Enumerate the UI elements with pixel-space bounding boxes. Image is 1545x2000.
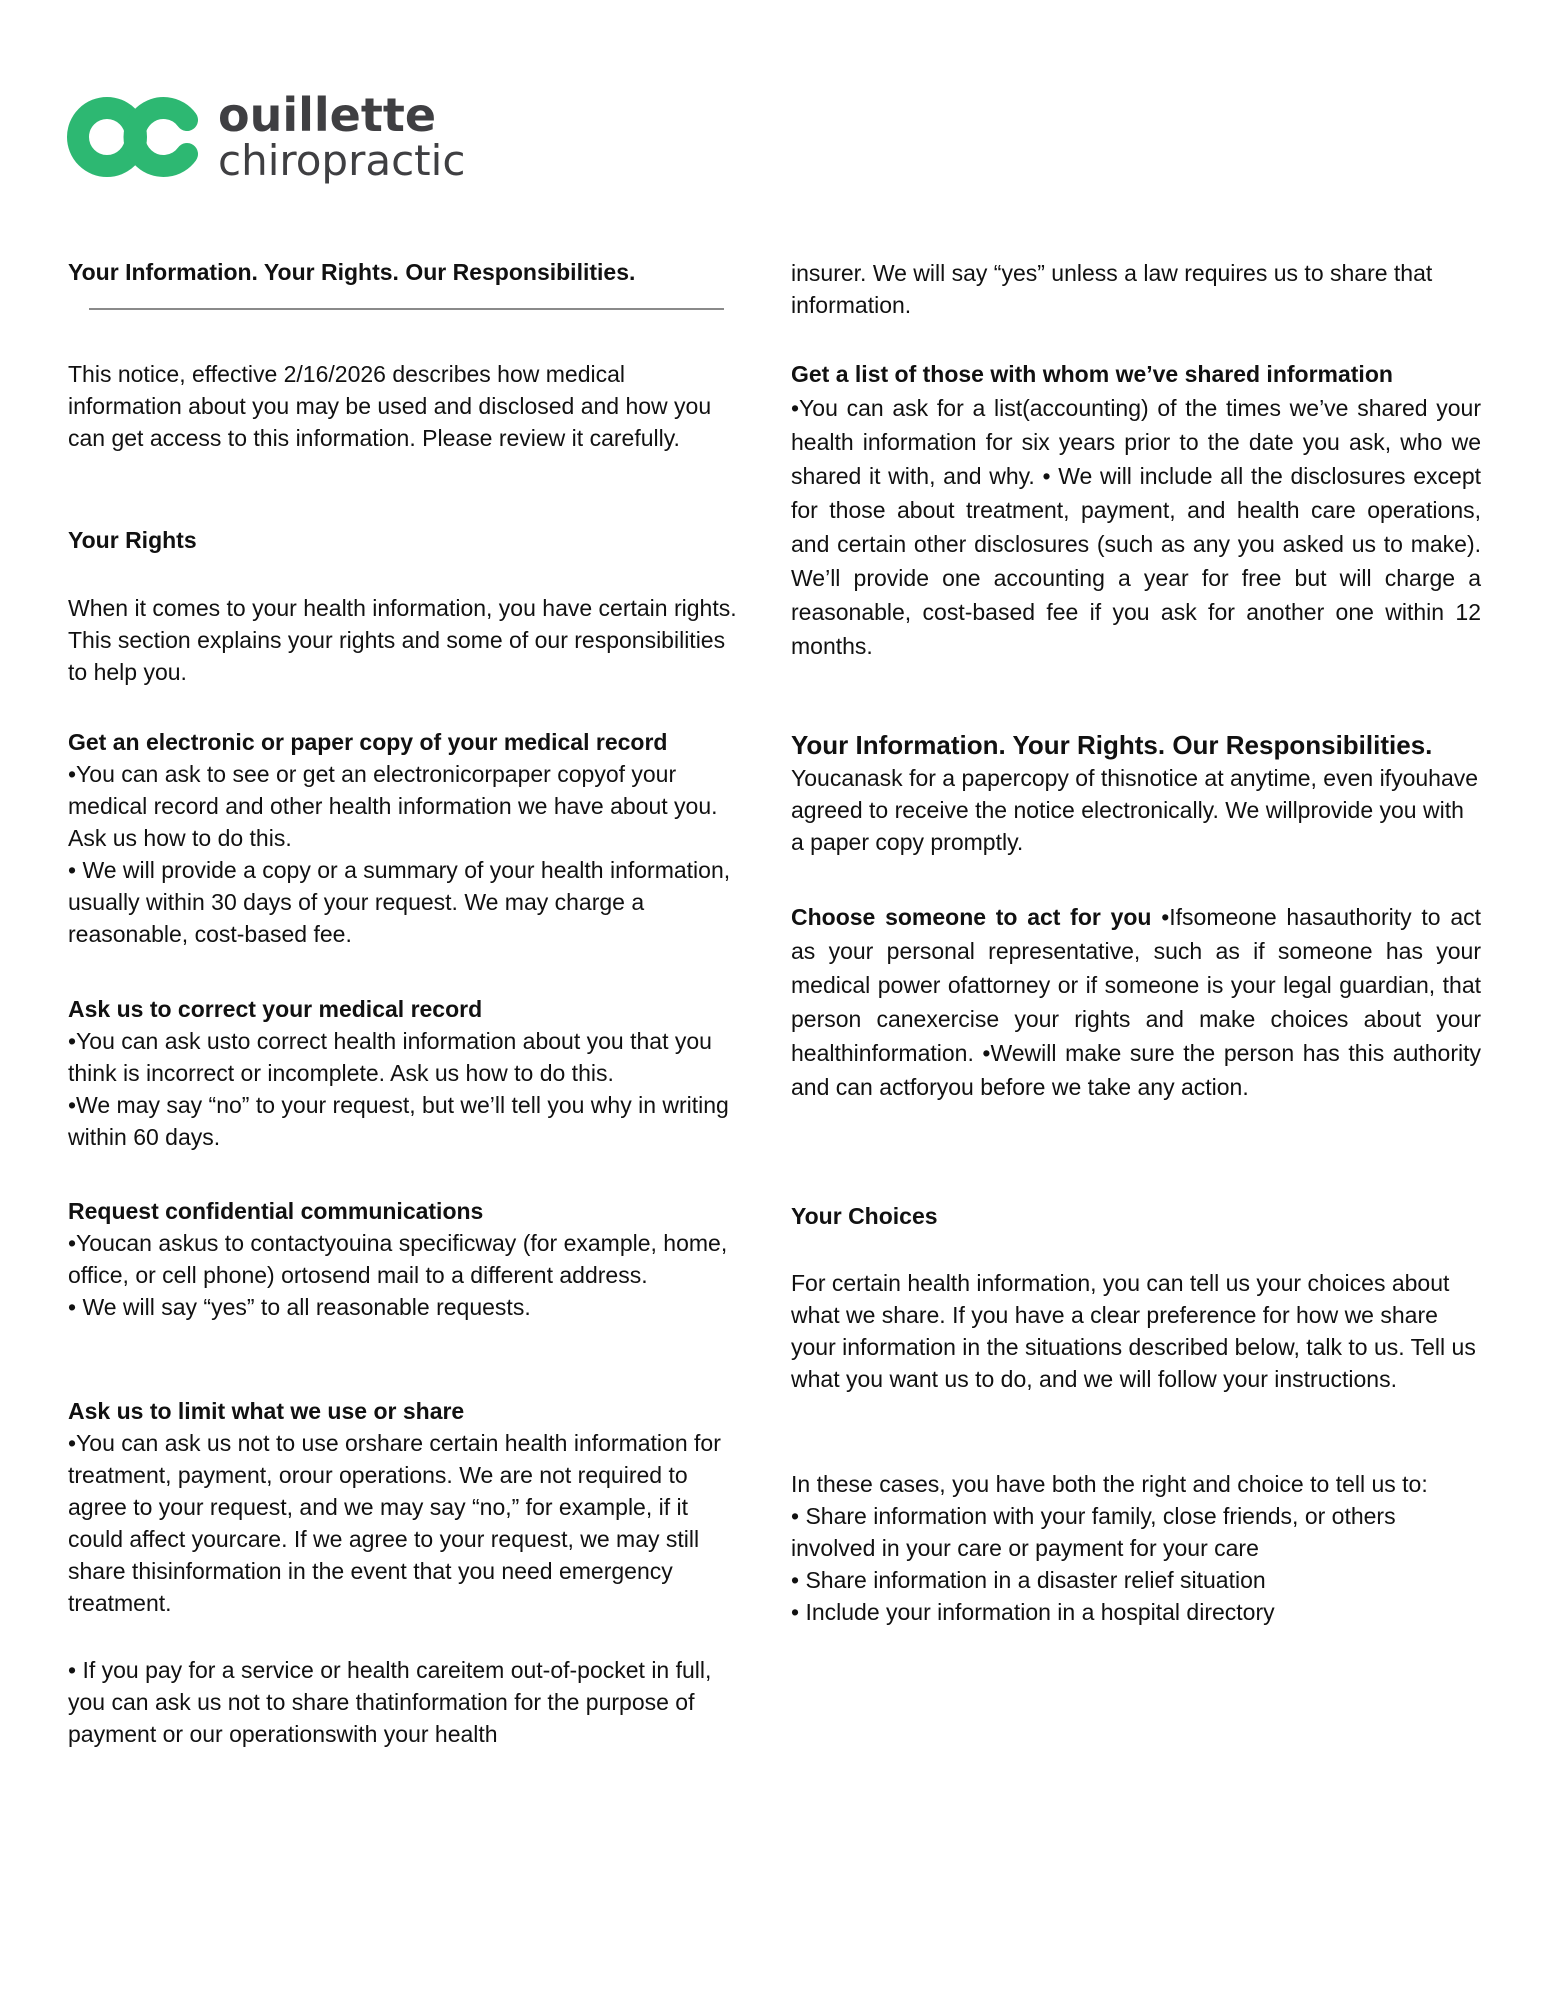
confidential-section: [68, 1195, 738, 1323]
paper-copy-paragraph: Youcanask for a papercopy of thisnotice at anytime, even ifyouhave agreed to receive the notice electronically. We willprovide you with a paper copy promptly.: [791, 765, 1479, 855]
choose-paragraph: •Ifsomeone hasauthority to act as your personal representative, such as if someone has your medical power ofattorney or if someone is your legal guardian, that person canexercise your rights and make choices about your healthinformation. •Wewill make sure the person has this authority and can actforyou before we take any action.: [791, 904, 1482, 1100]
copy-bullet-1: •You can ask to see or get an electronicorpaper copyof your medical record and other health information we have about you. Ask us how to do this.: [68, 761, 718, 851]
choose-section: [791, 900, 1481, 1104]
choices-paragraph: For certain health information, you can tell us your choices about what we share. If you have a clear preference for how we share your information in the situations described below, talk to us. Tell us what you want us to do, and we will follow your instructions.: [791, 1270, 1476, 1392]
list-item: • Share information with your family, close friends, or others involved in your care or payment for your care: [791, 1503, 1396, 1561]
list-section: [791, 357, 1481, 663]
limit-bullet-1: •You can ask us not to use orshare certain health information for treatment, payment, orour operations. We are not required to agree to your request, and we may say “no,” for example, if it could affect yourcare. If we agree to your request, we may still share thisinformation in the event that you need emergency treatment.: [68, 1430, 721, 1616]
rights-intro: When it comes to your health information, you have certain rights. This section explains your rights and some of our responsibilities to help you.: [68, 595, 737, 685]
choose-heading: Choose someone to act for you: [791, 904, 1152, 930]
list-item: • Include your information in a hospital directory: [791, 1599, 1275, 1625]
copy-heading: Get an electronic or paper copy of your medical record: [68, 729, 668, 755]
list-paragraph: •You can ask for a list(accounting) of the times we’ve shared your health information for six years prior to the date you ask, who we shared it with, and why. • We will include all the disclosures except for those about treatment, payment, and health care operations, and certain other disclosures (such as any you asked us to make). We’ll provide one accounting a year for free but will charge a reasonable, cost-based fee if you ask for another one within 12 months.: [791, 395, 1481, 659]
divider: [89, 308, 724, 310]
paper-copy-section: [791, 728, 1481, 858]
correct-heading: Ask us to correct your medical record: [68, 996, 483, 1022]
limit-heading: Ask us to limit what we use or share: [68, 1398, 465, 1424]
list-heading: Get a list of those with whom we’ve shared information: [791, 361, 1393, 387]
confidential-bullet-2: • We will say “yes” to all reasonable requests.: [68, 1294, 531, 1320]
logo-line2: chiropractic: [218, 136, 466, 185]
correct-bullet-2: •We may say “no” to your request, but we’ll tell you why in writing within 60 days.: [68, 1092, 729, 1150]
logo: [66, 88, 466, 185]
intro-paragraph: This notice, effective 2/16/2026 describes how medical information about you may be used and disclosed and how you can get access to this information. Please review it carefully.: [68, 361, 712, 451]
confidential-heading: Request confidential communications: [68, 1198, 484, 1224]
section-title-2: Your Information. Your Rights. Our Responsibilities.: [791, 730, 1433, 760]
copy-section: [68, 726, 738, 950]
logo-mark-icon: [66, 96, 200, 178]
logo-line1: ouillette: [218, 88, 437, 142]
limit-section: [68, 1395, 738, 1619]
copy-bullet-2: • We will provide a copy or a summary of your health information, usually within 30 days of your request. We may charge a reasonable, cost-based fee.: [68, 857, 731, 947]
rights-heading: Your Rights: [68, 527, 197, 553]
limit-bullet-2: • If you pay for a service or health careitem out-of-pocket in full, you can ask us not to share thatinformation for the purpose of payment or our operationswith your health: [68, 1657, 712, 1747]
cases-intro: In these cases, you have both the right and choice to tell us to:: [791, 1471, 1428, 1497]
insurer-continuation: insurer. We will say “yes” unless a law requires us to share that information.: [791, 260, 1433, 318]
page-title: Your Information. Your Rights. Our Responsibilities.: [68, 259, 636, 285]
correct-section: [68, 993, 738, 1153]
confidential-bullet-1: •Youcan askus to contactyouina specificway (for example, home, office, or cell phone) ortosend mail to a different address.: [68, 1230, 728, 1288]
correct-bullet-1: •You can ask usto correct health information about you that you think is incorrect or incomplete. Ask us how to do this.: [68, 1028, 712, 1086]
cases-section: [791, 1468, 1481, 1628]
list-item: • Share information in a disaster relief situation: [791, 1567, 1266, 1593]
choices-heading: Your Choices: [791, 1203, 938, 1229]
